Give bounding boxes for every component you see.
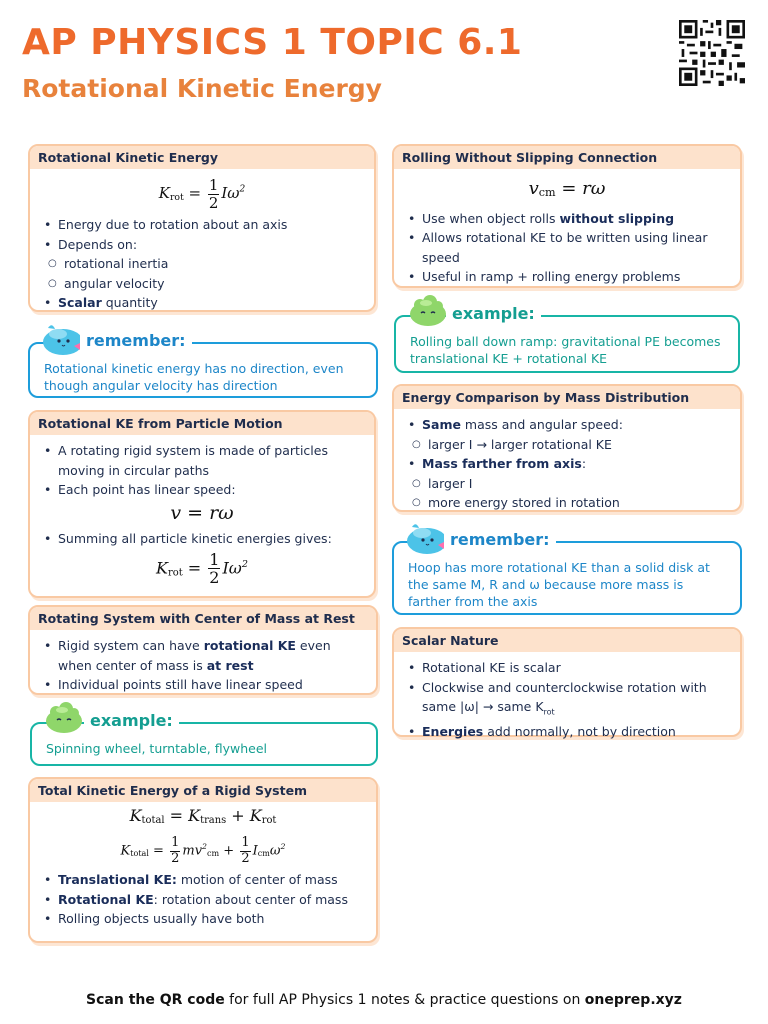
list-item: • Useful in ramp + rolling energy problems xyxy=(422,267,730,287)
card-cm-at-rest xyxy=(28,605,378,695)
list-item: • Mass farther from axis: xyxy=(422,454,730,474)
card-title: Rotational Kinetic Energy xyxy=(30,146,374,169)
callout-text: Rolling ball down ramp: gravitational PE becomes translational KE + rotational KE xyxy=(410,334,721,366)
card-total-kinetic-energy xyxy=(28,777,378,943)
list-item: • Summing all particle kinetic energies gives: xyxy=(58,529,364,549)
callout-text: Rotational kinetic energy has no direction, even though angular velocity has direction xyxy=(44,361,344,393)
card-particle-motion xyxy=(28,410,376,598)
page-subtitle: Rotational Kinetic Energy xyxy=(22,74,382,103)
card-rolling-without-slipping xyxy=(392,144,742,288)
green-blob-mascot-icon xyxy=(42,700,86,734)
callout-label: example: xyxy=(84,711,179,730)
list-item: • Rigid system can have rotational KE even when center of mass is at rest xyxy=(58,636,366,675)
list-item: • Individual points still have linear speed xyxy=(58,675,366,695)
formula-ktotal-expanded: $K_{total}$ = $\frac{1}{2}$ $mv^2_{cm}$ + $\frac{1}{2}$ $I_{cm}\omega^2$ xyxy=(120,835,286,866)
qr-code-icon[interactable] xyxy=(679,20,745,86)
card-title: Scalar Nature xyxy=(394,629,740,652)
footer-site-link[interactable]: oneprep.xyz xyxy=(584,992,682,1008)
example-callout xyxy=(394,304,740,373)
card-scalar-nature xyxy=(392,627,742,737)
remember-callout xyxy=(28,331,378,398)
list-item: • Each point has linear speed: xyxy=(58,480,364,500)
formula-v-equals-rw: v = rω xyxy=(170,501,234,524)
formula-krot: Krot = $\frac{1}{2}$ $I\omega^2$ xyxy=(158,176,246,212)
list-item: • Translational KE: motion of center of mass xyxy=(58,870,366,890)
callout-label: remember: xyxy=(80,331,192,350)
card-rotational-kinetic-energy xyxy=(28,144,376,312)
list-item: ○ larger I xyxy=(428,474,730,494)
list-item: • Clockwise and counterclockwise rotation with same |ω| → same $K_{rot}$ xyxy=(422,678,730,723)
card-title: Rolling Without Slipping Connection xyxy=(394,146,740,169)
footer xyxy=(0,992,768,1008)
list-item: • Allows rotational KE to be written using linear speed xyxy=(422,228,730,267)
list-item: • Rotational KE is scalar xyxy=(422,658,730,678)
card-title: Rotating System with Center of Mass at Rest xyxy=(30,607,376,630)
green-blob-mascot-icon xyxy=(406,293,450,327)
example-callout xyxy=(30,711,378,766)
list-item: • Rotational KE: rotation about center of mass xyxy=(58,890,366,910)
card-title: Rotational KE from Particle Motion xyxy=(30,412,374,435)
list-item: • Rolling objects usually have both xyxy=(58,909,366,929)
list-item: ○ larger I → larger rotational KE xyxy=(428,435,730,455)
card-title: Energy Comparison by Mass Distribution xyxy=(394,386,740,409)
callout-label: remember: xyxy=(444,530,556,549)
list-item: • Energies add normally, not by direction xyxy=(422,722,730,742)
list-item: ○ more energy stored in rotation xyxy=(428,493,730,513)
list-item: • Use when object rolls without slipping xyxy=(422,209,730,229)
card-mass-distribution xyxy=(392,384,742,512)
footer-qr-prompt: Scan the QR code xyxy=(86,992,225,1008)
card-title: Total Kinetic Energy of a Rigid System xyxy=(30,779,376,802)
list-item: • Energy due to rotation about an axis xyxy=(58,215,364,235)
formula-ktotal: $K_{total} = K_{trans} + K_{rot}$ xyxy=(129,806,277,826)
callout-text: Hoop has more rotational KE than a solid disk at the same M, R and ω because more mass is farther from the axis xyxy=(408,560,710,609)
formula-vcm: $v_{cm} = r\omega$ xyxy=(528,178,606,200)
remember-callout xyxy=(392,530,742,615)
list-item: • Depends on: xyxy=(58,235,364,255)
page-title: AP PHYSICS 1 TOPIC 6.1 xyxy=(22,22,523,63)
callout-text: Spinning wheel, turntable, flywheel xyxy=(46,741,267,756)
formula-krot-2: $K_{rot}$ = $\frac{1}{2}$ $I\omega^2$ xyxy=(156,549,248,588)
list-item: • Same mass and angular speed: xyxy=(422,415,730,435)
footer-text: for full AP Physics 1 notes & practice questions on xyxy=(224,992,585,1008)
list-item: ○ rotational inertia xyxy=(64,254,364,274)
list-item: ○ angular velocity xyxy=(64,274,364,294)
list-item: • Scalar quantity xyxy=(58,293,364,313)
list-item: • A rotating rigid system is made of particles moving in circular paths xyxy=(58,441,364,480)
callout-label: example: xyxy=(446,304,541,323)
